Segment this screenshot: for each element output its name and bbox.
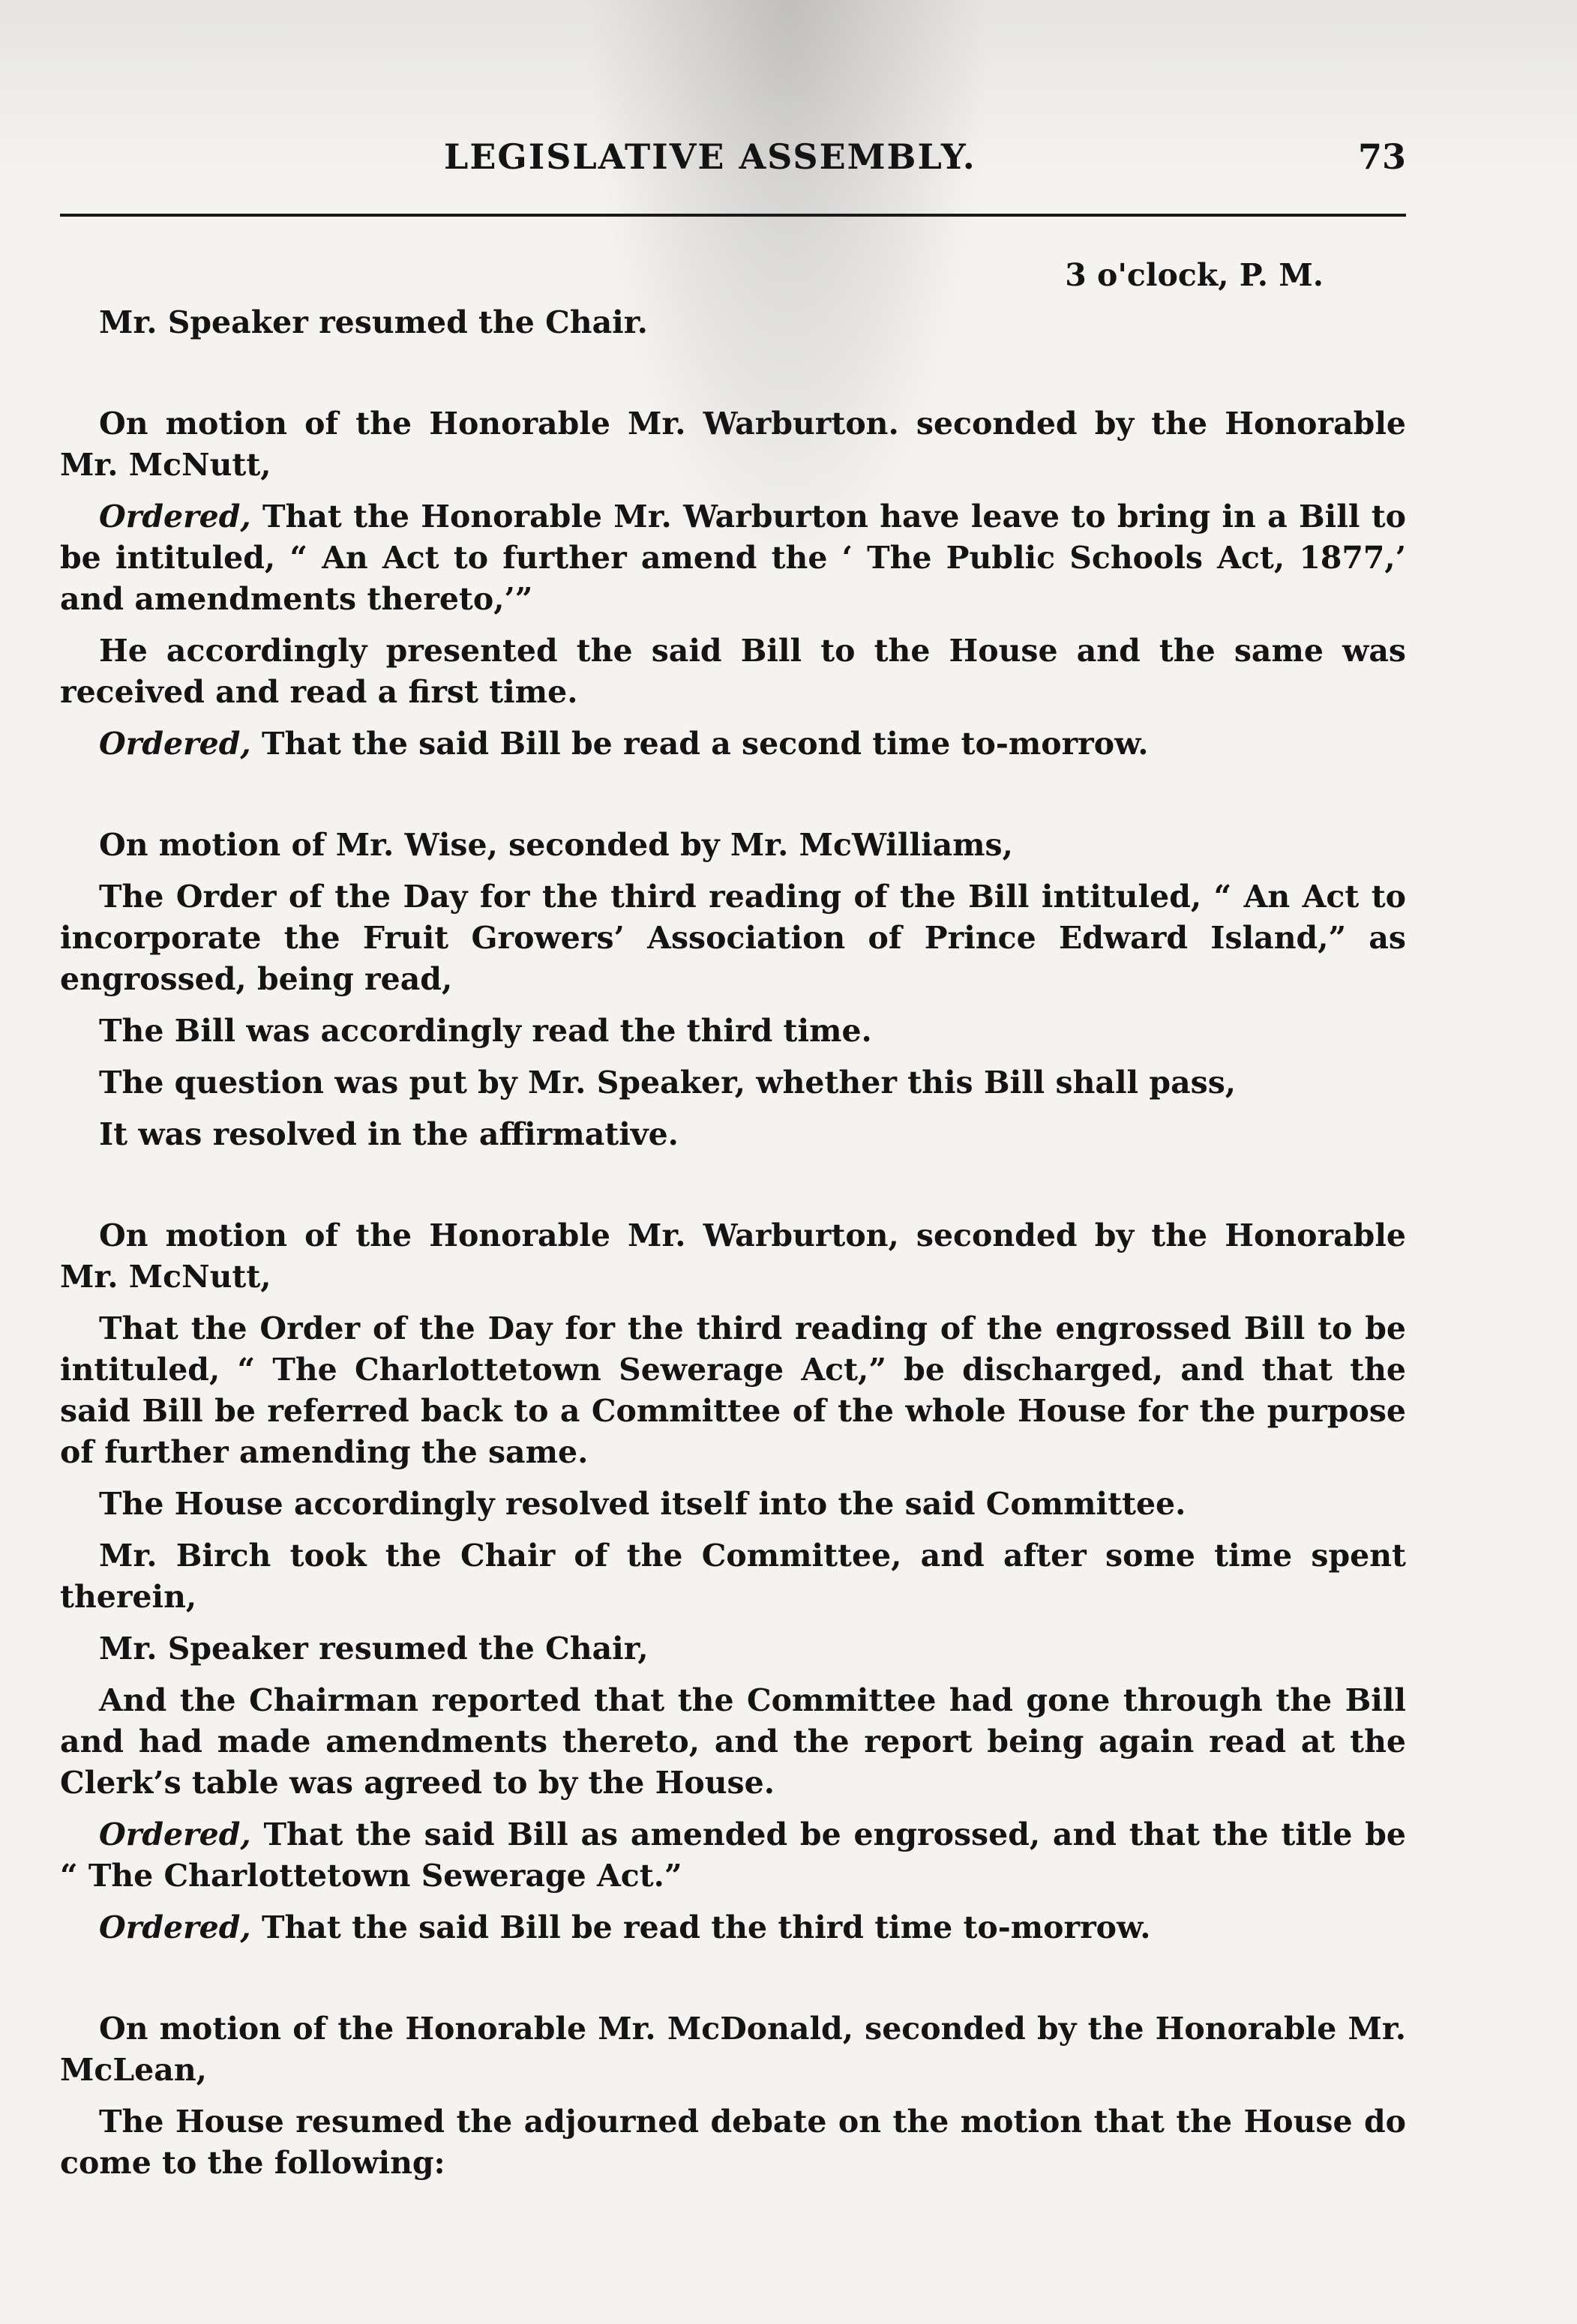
paragraph: On motion of the Honorable Mr. Warburton, seconded by the Honorable Mr. McNutt,	[60, 1217, 1406, 1295]
section-gap	[60, 1959, 1406, 2008]
paragraph	[60, 1814, 1406, 1897]
paragraph: The Order of the Day for the third reading of the Bill intituled, “ An Act to incorporate the Fruit Growers’ Association of Prince Edward Island,” as engrossed, being read,	[60, 879, 1406, 997]
ordered-label: Ordered,	[99, 726, 251, 762]
paragraph: On motion of the Honorable Mr. McDonald, seconded by the Honorable Mr. McLean,	[60, 2011, 1406, 2088]
paragraph: The House resumed the adjourned debate on the motion that the House do come to the following:	[60, 2104, 1406, 2181]
section-gap	[60, 775, 1406, 825]
ordered-label: Ordered,	[99, 1816, 251, 1852]
time-stamp: 3 o'clock, P. M.	[1065, 257, 1324, 293]
ordered-label: Ordered,	[99, 1909, 251, 1945]
paragraph: The question was put by Mr. Speaker, whether this Bill shall pass,	[99, 1065, 1237, 1101]
section-gap	[60, 354, 1406, 403]
body-text	[60, 255, 1406, 2194]
paragraph: The House accordingly resolved itself into the said Committee.	[99, 1486, 1186, 1522]
page-header	[60, 136, 1406, 189]
paragraph: On motion of Mr. Wise, seconded by Mr. McWilliams,	[99, 827, 1013, 863]
paragraph-text: That the said Bill be read a second time to-morrow.	[250, 726, 1149, 762]
paragraph: The Bill was accordingly read the third time.	[99, 1013, 872, 1049]
running-title: LEGISLATIVE ASSEMBLY.	[444, 136, 976, 177]
page-number: 73	[1357, 136, 1406, 177]
paragraph: Mr. Birch took the Chair of the Committee, and after some time spent therein,	[60, 1538, 1406, 1615]
paragraph: Mr. Speaker resumed the Chair,	[99, 1631, 649, 1667]
paragraph	[60, 1907, 1406, 1948]
ordered-label: Ordered,	[99, 499, 251, 535]
paragraph: On motion of the Honorable Mr. Warburton. seconded by the Honorable Mr. McNutt,	[60, 406, 1406, 483]
paragraph	[60, 723, 1406, 765]
paragraph: That the Order of the Day for the third reading of the engrossed Bill to be intituled, “ The Charlottetown Sewerage Act,” be discharged, and that the said Bill be referred back to a Committee of the whole House for the purpose of further amending the same.	[60, 1310, 1406, 1470]
header-rule	[60, 214, 1406, 217]
paragraph: And the Chairman reported that the Committee had gone through the Bill and had made amendments thereto, and the report being again read at the Clerk’s table was agreed to by the House.	[60, 1682, 1406, 1801]
paragraph-text: That the said Bill be read the third time to-morrow.	[250, 1909, 1151, 1945]
paragraph-text: That the said Bill as amended be engrossed, and that the title be “ The Charlottetown Sewerage Act.”	[60, 1816, 1406, 1894]
paragraph: He accordingly presented the said Bill to the House and the same was received and read a first time.	[60, 633, 1406, 710]
paragraph-text: That the Honorable Mr. Warburton have leave to bring in a Bill to be intituled, “ An Act to further amend the ‘ The Public Schools Act, 1877,’ and amendments thereto,’”	[60, 499, 1406, 617]
section-gap	[60, 1166, 1406, 1215]
paragraph	[60, 496, 1406, 620]
paragraph: It was resolved in the affirmative.	[99, 1116, 679, 1152]
paragraph: Mr. Speaker resumed the Chair.	[99, 304, 648, 340]
